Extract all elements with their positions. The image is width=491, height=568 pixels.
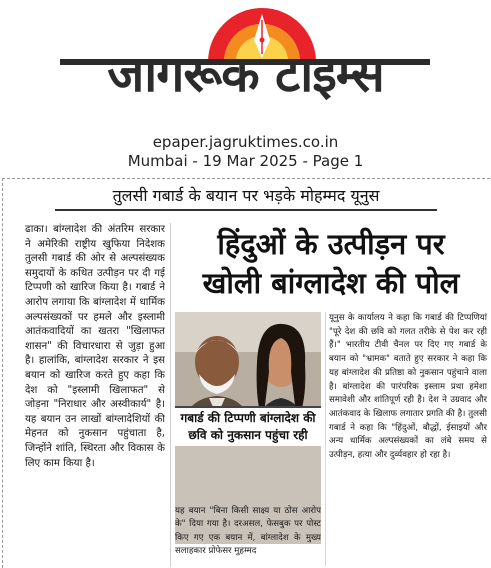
headline-line-1: हिंदुओं के उत्पीड़न पर: [217, 227, 445, 261]
headline-line-2: खोली बांग्लादेश की पोल: [202, 266, 460, 300]
article-kicker: तुलसी गबार्ड के बयान पर भड़के मोहम्मद यूनुस: [55, 185, 437, 211]
news-clipping: [2, 178, 490, 568]
newspaper-logo: जागरूक टाइम्स: [107, 45, 384, 103]
column-divider: [325, 312, 326, 566]
article-body-middle: यह बयान "बिना किसी साक्ष्य या ठोस आरोप के" दिया गया है। दरअसल, फेसबुक पर पोस्ट किए गए एक बयान में, बांग्लादेश के मुख्य सलाहकार प्रोफेसर मुहम्मद: [175, 506, 321, 557]
masthead: [0, 0, 491, 178]
article-body-right: यूनुस के कार्यालय ने कहा कि गबार्ड की टिप्पणियां "पूरे देश की छवि को गलत तरीके से पेश कर रही हैं।" भारतीय टीवी चैनल पर दिए गए गबार्ड के बयान को "भ्रामक" बताते हुए सरकार ने कहा कि यह बांग्लादेश की प्रतिष्ठा को नुकसान पहुंचाने वाला है। बांग्लादेश की पारंपरिक इस्लाम प्रथा हमेशा समावेशी और शांतिपूर्ण रही है। देश ने उग्रवाद और आतंकवाद के खिलाफ लगातार प्रगति की है। तुलसी गबार्ड ने कहा कि "हिंदुओं, बौद्धों, ईसाइयों और अन्य धार्मिक अल्पसंख्यकों का लंबे समय से उत्पीड़न, हत्या और दुर्व्यवहार हो रहा है।: [329, 313, 487, 461]
photo-caption: गबार्ड की टिप्पणी बांग्लादेश की छवि को नुकसान पहुंचा रही: [175, 406, 321, 446]
column-divider: [170, 223, 171, 567]
edition-url[interactable]: epaper.jagruktimes.co.in: [152, 133, 339, 151]
article-body-left: ढाका। बांग्लादेश की अंतरिम सरकार ने अमेरिकी राष्ट्रीय खुफिया निदेशक तुलसी गबार्ड की ओर से अल्पसंख्यक समुदायों के कथित उत्पीड़न पर दी गई टिप्पणी को खारिज किया है। गबार्ड ने आरोप लगाया कि बांग्लादेश में धार्मिक अल्पसंख्यकों पर हमले और इस्लामी आतंकवादियों का खतरा "खिलाफत शासन" की विचारधारा से जुड़ा हुआ है। हालांकि, बांग्लादेश सरकार ने इस बयान को खारिज करते हुए कहा कि देश को "इस्लामी खिलाफत" से जोड़ना "निराधार और अस्वीकार्य" है। यह बयान उन लाखों बांग्लादेशियों की मेहनत को नुकसान पहुंचाता है, जिन्होंने शांति, स्थिरता और विकास के लिए काम किया है।: [25, 224, 165, 469]
edition-info: Mumbai - 19 Mar 2025 - Page 1: [127, 152, 364, 170]
article-headline: [175, 225, 487, 303]
